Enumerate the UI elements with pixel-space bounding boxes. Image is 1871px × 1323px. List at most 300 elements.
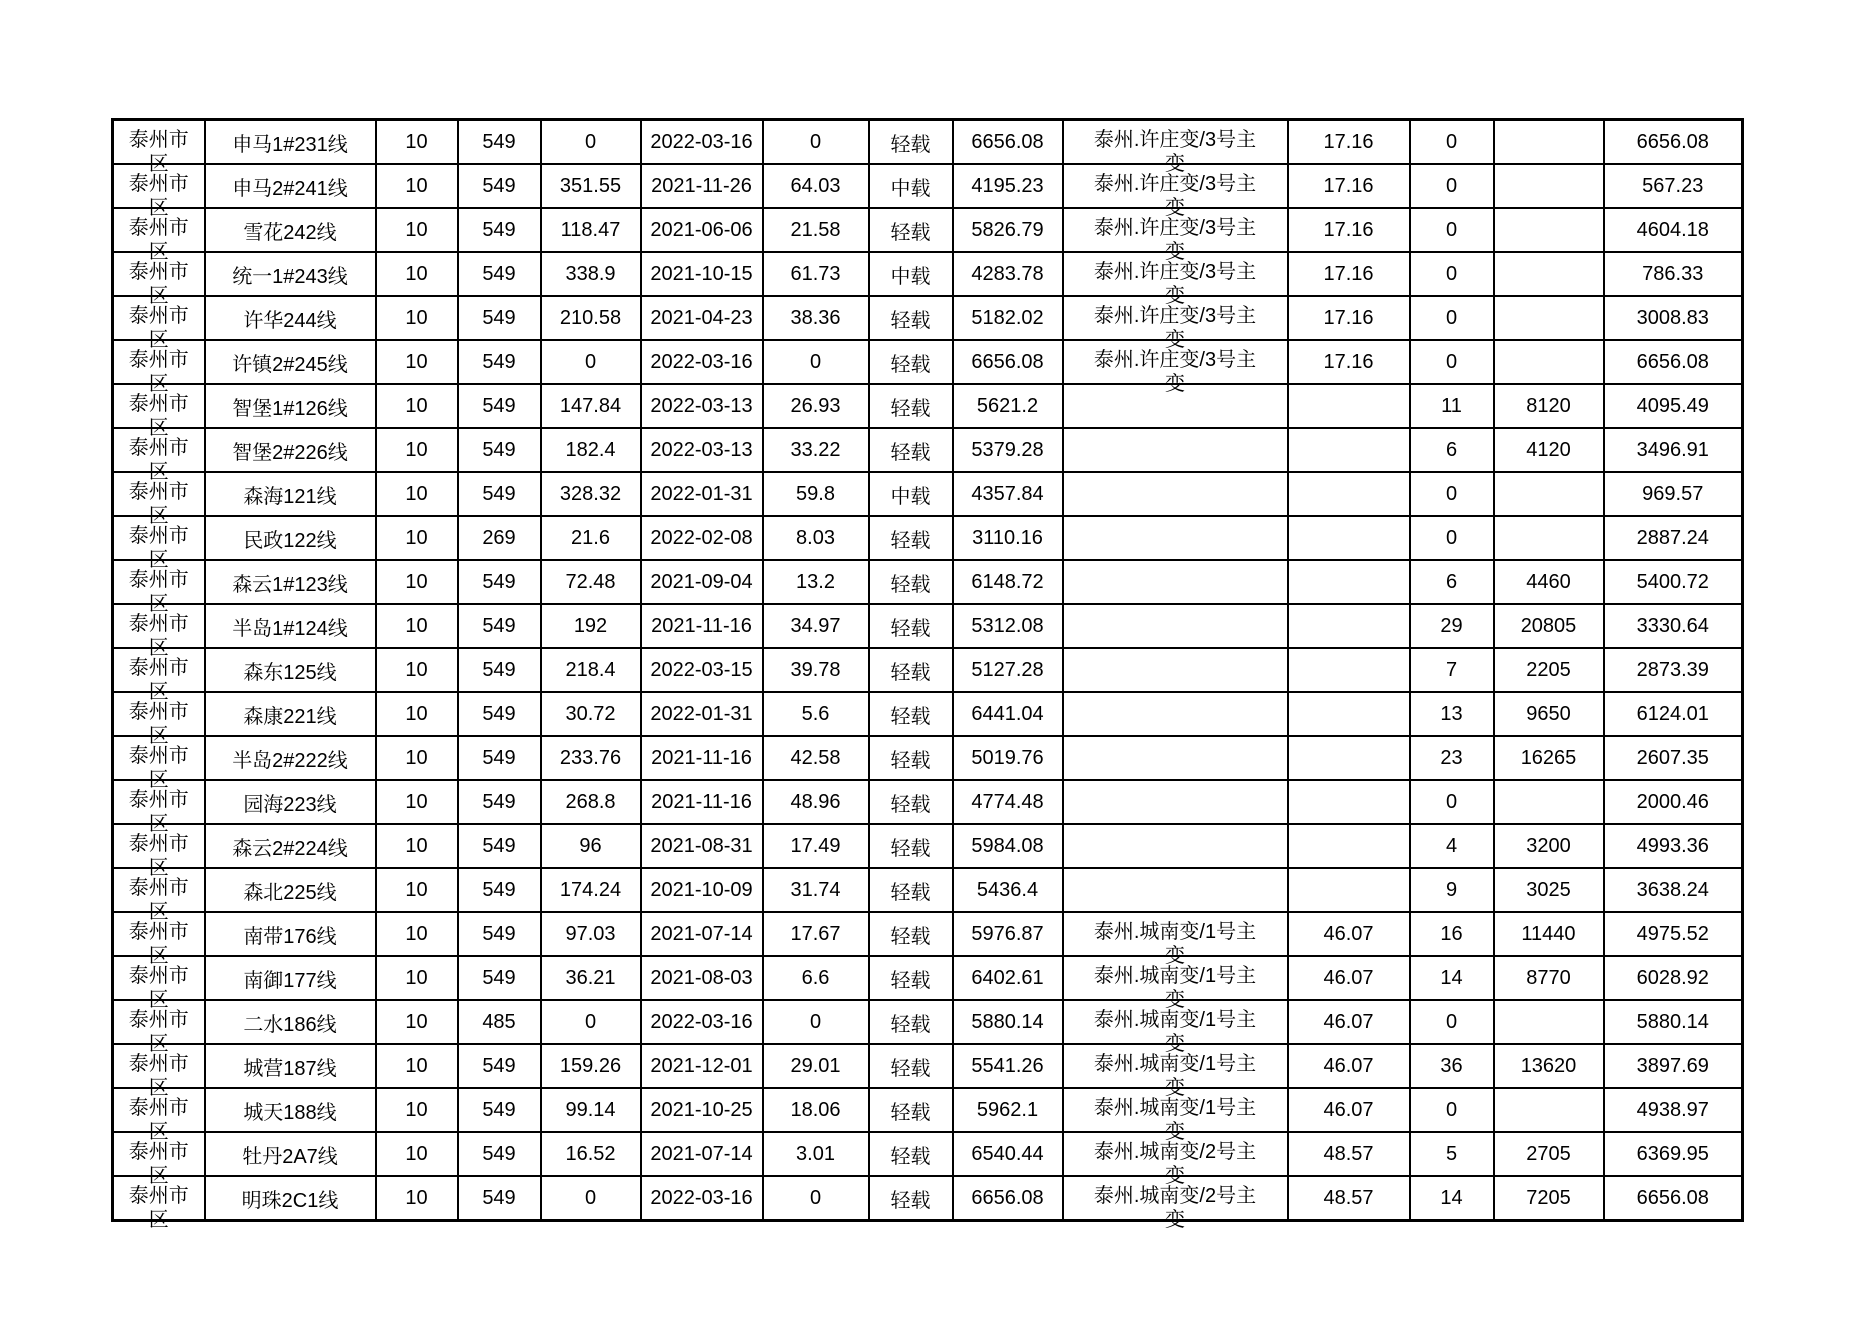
cell-substation xyxy=(1063,692,1288,736)
wrapped-text: 泰州市 区 xyxy=(128,305,189,351)
cell-value-1: 10 xyxy=(376,252,458,296)
cell-value-6 xyxy=(1288,428,1410,472)
cell-date: 2021-10-15 xyxy=(641,252,763,296)
cell-value-8: 16265 xyxy=(1494,736,1604,780)
cell-value-7: 36 xyxy=(1410,1044,1494,1088)
cell-value-6: 17.16 xyxy=(1288,120,1410,165)
cell-date: 2021-04-23 xyxy=(641,296,763,340)
wrapped-text: 泰州市 区 xyxy=(128,1141,189,1187)
cell-value-9: 6124.01 xyxy=(1604,692,1743,736)
wrapped-text: 泰州市 区 xyxy=(128,261,189,307)
cell-load-level: 轻载 xyxy=(869,296,953,340)
cell-value-1: 10 xyxy=(376,956,458,1000)
cell-value-4: 42.58 xyxy=(763,736,869,780)
cell-value-3: 147.84 xyxy=(541,384,641,428)
cell-value-1: 10 xyxy=(376,472,458,516)
wrapped-text: 泰州市 区 xyxy=(128,877,189,923)
table-row xyxy=(113,824,1743,868)
cell-value-8: 11440 xyxy=(1494,912,1604,956)
cell-value-1: 10 xyxy=(376,340,458,384)
cell-value-1: 10 xyxy=(376,692,458,736)
cell-value-4: 48.96 xyxy=(763,780,869,824)
cell-value-8: 9650 xyxy=(1494,692,1604,736)
wrapped-text: 泰州市 区 xyxy=(128,173,189,219)
table-body xyxy=(113,120,1743,1231)
cell-value-8 xyxy=(1494,1000,1604,1044)
cell-line-name: 森云1#123线 xyxy=(205,560,376,604)
cell-value-6 xyxy=(1288,692,1410,736)
cell-date: 2022-01-31 xyxy=(641,692,763,736)
cell-line-name: 园海223线 xyxy=(205,780,376,824)
cell-substation xyxy=(1063,912,1288,967)
wrapped-text: 泰州市 区 xyxy=(128,613,189,659)
cell-value-7: 0 xyxy=(1410,208,1494,252)
cell-load-level: 轻载 xyxy=(869,824,953,868)
cell-value-1: 10 xyxy=(376,1132,458,1176)
cell-load-level: 轻载 xyxy=(869,956,953,1000)
wrapped-text: 泰州.许庄变/3号主 变 xyxy=(1093,305,1257,351)
cell-value-8: 8120 xyxy=(1494,384,1604,428)
cell-value-3: 99.14 xyxy=(541,1088,641,1132)
cell-value-7: 23 xyxy=(1410,736,1494,780)
cell-value-4: 34.97 xyxy=(763,604,869,648)
cell-line-name: 森海121线 xyxy=(205,472,376,516)
cell-line-name: 森云2#224线 xyxy=(205,824,376,868)
wrapped-text: 泰州市 区 xyxy=(128,657,189,703)
cell-value-7: 0 xyxy=(1410,120,1494,165)
cell-value-3: 36.21 xyxy=(541,956,641,1000)
cell-value-1: 10 xyxy=(376,1000,458,1044)
cell-value-6: 46.07 xyxy=(1288,912,1410,956)
cell-date: 2021-06-06 xyxy=(641,208,763,252)
cell-date: 2022-03-16 xyxy=(641,1176,763,1221)
wrapped-text: 泰州市 区 xyxy=(128,701,189,747)
wrapped-text: 泰州市 区 xyxy=(128,393,189,439)
cell-value-7: 0 xyxy=(1410,164,1494,208)
cell-line-name: 申马2#241线 xyxy=(205,164,376,208)
cell-substation xyxy=(1063,604,1288,648)
cell-value-8: 2705 xyxy=(1494,1132,1604,1176)
wrapped-text: 泰州市 区 xyxy=(128,481,189,527)
cell-value-3: 268.8 xyxy=(541,780,641,824)
table-row xyxy=(113,208,1743,252)
cell-value-3: 97.03 xyxy=(541,912,641,956)
cell-line-name: 智堡2#226线 xyxy=(205,428,376,472)
cell-value-2: 549 xyxy=(458,912,541,956)
cell-value-4: 0 xyxy=(763,120,869,165)
cell-line-name: 森东125线 xyxy=(205,648,376,692)
cell-value-7: 14 xyxy=(1410,1176,1494,1221)
cell-value-5: 5984.08 xyxy=(953,824,1063,868)
cell-value-1: 10 xyxy=(376,1044,458,1088)
cell-value-5: 4774.48 xyxy=(953,780,1063,824)
cell-line-name: 智堡1#126线 xyxy=(205,384,376,428)
cell-value-6 xyxy=(1288,472,1410,516)
cell-date: 2022-03-16 xyxy=(641,340,763,384)
cell-value-1: 10 xyxy=(376,604,458,648)
cell-value-6 xyxy=(1288,736,1410,780)
wrapped-text: 泰州.城南变/1号主 变 xyxy=(1093,1097,1257,1143)
cell-load-level: 轻载 xyxy=(869,736,953,780)
cell-value-4: 17.67 xyxy=(763,912,869,956)
wrapped-text: 泰州市 区 xyxy=(128,437,189,483)
cell-value-2: 549 xyxy=(458,1044,541,1088)
cell-date: 2022-03-16 xyxy=(641,120,763,165)
cell-date: 2021-12-01 xyxy=(641,1044,763,1088)
wrapped-text: 泰州市 区 xyxy=(128,349,189,395)
cell-value-3: 233.76 xyxy=(541,736,641,780)
cell-load-level: 轻载 xyxy=(869,560,953,604)
cell-value-3: 218.4 xyxy=(541,648,641,692)
cell-value-6 xyxy=(1288,384,1410,428)
cell-value-6 xyxy=(1288,560,1410,604)
wrapped-text: 泰州市 区 xyxy=(128,217,189,263)
cell-value-2: 549 xyxy=(458,648,541,692)
cell-value-9: 6369.95 xyxy=(1604,1132,1743,1176)
cell-load-level: 轻载 xyxy=(869,1000,953,1044)
cell-value-3: 21.6 xyxy=(541,516,641,560)
cell-date: 2021-07-14 xyxy=(641,912,763,956)
cell-load-level: 中载 xyxy=(869,472,953,516)
cell-value-6: 17.16 xyxy=(1288,296,1410,340)
cell-value-5: 6148.72 xyxy=(953,560,1063,604)
cell-value-8 xyxy=(1494,780,1604,824)
cell-value-6 xyxy=(1288,824,1410,868)
table-row xyxy=(113,384,1743,428)
cell-value-5: 5541.26 xyxy=(953,1044,1063,1088)
cell-value-5: 6402.61 xyxy=(953,956,1063,1000)
cell-value-4: 38.36 xyxy=(763,296,869,340)
cell-value-4: 33.22 xyxy=(763,428,869,472)
table-row xyxy=(113,1000,1743,1044)
cell-line-name: 明珠2C1线 xyxy=(205,1176,376,1221)
table-row xyxy=(113,120,1743,165)
wrapped-text: 泰州.城南变/1号主 变 xyxy=(1093,921,1257,967)
cell-value-5: 5312.08 xyxy=(953,604,1063,648)
cell-value-1: 10 xyxy=(376,164,458,208)
cell-value-3: 174.24 xyxy=(541,868,641,912)
cell-value-1: 10 xyxy=(376,736,458,780)
cell-value-2: 549 xyxy=(458,736,541,780)
cell-value-6 xyxy=(1288,604,1410,648)
cell-value-8 xyxy=(1494,1088,1604,1132)
cell-load-level: 轻载 xyxy=(869,208,953,252)
wrapped-text: 泰州.许庄变/3号主 变 xyxy=(1093,173,1257,219)
cell-value-3: 351.55 xyxy=(541,164,641,208)
cell-value-5: 5976.87 xyxy=(953,912,1063,956)
cell-value-6: 46.07 xyxy=(1288,956,1410,1000)
cell-value-3: 328.32 xyxy=(541,472,641,516)
cell-value-5: 5019.76 xyxy=(953,736,1063,780)
cell-value-1: 10 xyxy=(376,1088,458,1132)
cell-line-name: 半岛1#124线 xyxy=(205,604,376,648)
cell-value-1: 10 xyxy=(376,428,458,472)
cell-value-5: 5962.1 xyxy=(953,1088,1063,1132)
cell-value-5: 5436.4 xyxy=(953,868,1063,912)
table-row xyxy=(113,560,1743,604)
table-row xyxy=(113,868,1743,912)
wrapped-text: 泰州.许庄变/3号主 变 xyxy=(1093,217,1257,263)
cell-value-9: 567.23 xyxy=(1604,164,1743,208)
cell-value-1: 10 xyxy=(376,1176,458,1221)
cell-value-6: 46.07 xyxy=(1288,1044,1410,1088)
cell-value-2: 549 xyxy=(458,956,541,1000)
cell-value-6: 17.16 xyxy=(1288,252,1410,296)
cell-value-3: 72.48 xyxy=(541,560,641,604)
cell-value-9: 4975.52 xyxy=(1604,912,1743,956)
cell-load-level: 轻载 xyxy=(869,516,953,560)
wrapped-text: 泰州.城南变/1号主 变 xyxy=(1093,965,1257,1011)
cell-value-8: 4460 xyxy=(1494,560,1604,604)
cell-value-4: 59.8 xyxy=(763,472,869,516)
cell-value-6: 48.57 xyxy=(1288,1176,1410,1221)
cell-date: 2021-11-16 xyxy=(641,780,763,824)
wrapped-text: 泰州市 区 xyxy=(128,1185,189,1231)
cell-value-1: 10 xyxy=(376,868,458,912)
wrapped-text: 泰州.许庄变/3号主 变 xyxy=(1093,349,1257,395)
cell-value-4: 61.73 xyxy=(763,252,869,296)
cell-value-1: 10 xyxy=(376,780,458,824)
cell-value-4: 13.2 xyxy=(763,560,869,604)
wrapped-text: 泰州.城南变/2号主 变 xyxy=(1093,1185,1257,1231)
cell-value-5: 5880.14 xyxy=(953,1000,1063,1044)
cell-value-3: 0 xyxy=(541,120,641,165)
cell-value-2: 549 xyxy=(458,560,541,604)
cell-value-7: 11 xyxy=(1410,384,1494,428)
cell-line-name: 民政122线 xyxy=(205,516,376,560)
cell-value-2: 549 xyxy=(458,340,541,384)
cell-value-7: 9 xyxy=(1410,868,1494,912)
cell-date: 2022-01-31 xyxy=(641,472,763,516)
cell-value-9: 786.33 xyxy=(1604,252,1743,296)
cell-value-6 xyxy=(1288,780,1410,824)
table-row xyxy=(113,296,1743,340)
cell-value-3: 16.52 xyxy=(541,1132,641,1176)
cell-value-2: 549 xyxy=(458,296,541,340)
cell-date: 2022-02-08 xyxy=(641,516,763,560)
wrapped-text: 泰州市 区 xyxy=(128,745,189,791)
cell-value-1: 10 xyxy=(376,208,458,252)
cell-value-1: 10 xyxy=(376,516,458,560)
cell-value-1: 10 xyxy=(376,296,458,340)
cell-value-1: 10 xyxy=(376,560,458,604)
cell-load-level: 轻载 xyxy=(869,868,953,912)
cell-value-9: 4993.36 xyxy=(1604,824,1743,868)
cell-load-level: 轻载 xyxy=(869,1088,953,1132)
cell-load-level: 中载 xyxy=(869,164,953,208)
cell-value-5: 5379.28 xyxy=(953,428,1063,472)
cell-date: 2021-11-16 xyxy=(641,736,763,780)
cell-line-name: 南带176线 xyxy=(205,912,376,956)
cell-load-level: 轻载 xyxy=(869,340,953,384)
cell-line-name: 城天188线 xyxy=(205,1088,376,1132)
table-row xyxy=(113,516,1743,560)
table-row xyxy=(113,1044,1743,1088)
cell-value-7: 5 xyxy=(1410,1132,1494,1176)
cell-value-3: 0 xyxy=(541,1000,641,1044)
cell-value-6: 17.16 xyxy=(1288,208,1410,252)
cell-substation xyxy=(1063,780,1288,824)
cell-substation xyxy=(1063,736,1288,780)
cell-value-7: 0 xyxy=(1410,1088,1494,1132)
cell-value-5: 5127.28 xyxy=(953,648,1063,692)
cell-value-8: 4120 xyxy=(1494,428,1604,472)
cell-value-4: 26.93 xyxy=(763,384,869,428)
cell-value-5: 4283.78 xyxy=(953,252,1063,296)
cell-value-3: 96 xyxy=(541,824,641,868)
cell-value-8: 13620 xyxy=(1494,1044,1604,1088)
cell-load-level: 轻载 xyxy=(869,120,953,165)
cell-load-level: 轻载 xyxy=(869,384,953,428)
cell-substation xyxy=(1063,472,1288,516)
cell-value-9: 3638.24 xyxy=(1604,868,1743,912)
cell-value-2: 549 xyxy=(458,120,541,165)
cell-value-4: 18.06 xyxy=(763,1088,869,1132)
cell-date: 2021-08-31 xyxy=(641,824,763,868)
table-row xyxy=(113,1132,1743,1176)
cell-value-2: 549 xyxy=(458,604,541,648)
cell-value-7: 0 xyxy=(1410,516,1494,560)
cell-value-2: 269 xyxy=(458,516,541,560)
cell-value-4: 29.01 xyxy=(763,1044,869,1088)
cell-line-name: 二水186线 xyxy=(205,1000,376,1044)
table-row xyxy=(113,956,1743,1000)
cell-value-2: 549 xyxy=(458,1088,541,1132)
wrapped-text: 泰州市 区 xyxy=(128,1053,189,1099)
cell-value-8 xyxy=(1494,296,1604,340)
cell-city xyxy=(113,120,205,175)
cell-value-9: 2000.46 xyxy=(1604,780,1743,824)
cell-value-3: 0 xyxy=(541,340,641,384)
cell-value-9: 969.57 xyxy=(1604,472,1743,516)
cell-value-5: 6656.08 xyxy=(953,340,1063,384)
wrapped-text: 泰州市 区 xyxy=(128,921,189,967)
cell-load-level: 轻载 xyxy=(869,648,953,692)
cell-value-4: 64.03 xyxy=(763,164,869,208)
table-row xyxy=(113,780,1743,824)
cell-value-9: 2887.24 xyxy=(1604,516,1743,560)
cell-line-name: 南御177线 xyxy=(205,956,376,1000)
cell-value-8: 7205 xyxy=(1494,1176,1604,1221)
table-row xyxy=(113,1088,1743,1132)
table-row xyxy=(113,912,1743,956)
cell-value-8: 8770 xyxy=(1494,956,1604,1000)
wrapped-text: 泰州市 区 xyxy=(128,833,189,879)
wrapped-text: 泰州市 区 xyxy=(128,789,189,835)
cell-date: 2021-07-14 xyxy=(641,1132,763,1176)
cell-value-2: 549 xyxy=(458,384,541,428)
cell-value-5: 6656.08 xyxy=(953,120,1063,165)
cell-value-8 xyxy=(1494,340,1604,384)
cell-value-9: 6028.92 xyxy=(1604,956,1743,1000)
cell-value-8 xyxy=(1494,252,1604,296)
cell-value-9: 3897.69 xyxy=(1604,1044,1743,1088)
table-row xyxy=(113,340,1743,384)
cell-line-name: 森北225线 xyxy=(205,868,376,912)
cell-value-4: 0 xyxy=(763,340,869,384)
cell-value-9: 6656.08 xyxy=(1604,120,1743,165)
cell-load-level: 轻载 xyxy=(869,1132,953,1176)
cell-value-1: 10 xyxy=(376,824,458,868)
cell-value-5: 4357.84 xyxy=(953,472,1063,516)
cell-date: 2021-09-04 xyxy=(641,560,763,604)
cell-substation xyxy=(1063,648,1288,692)
cell-value-4: 5.6 xyxy=(763,692,869,736)
cell-line-name: 半岛2#222线 xyxy=(205,736,376,780)
cell-value-7: 14 xyxy=(1410,956,1494,1000)
cell-value-9: 5880.14 xyxy=(1604,1000,1743,1044)
table-row xyxy=(113,692,1743,736)
wrapped-text: 泰州市 区 xyxy=(128,569,189,615)
cell-value-9: 3008.83 xyxy=(1604,296,1743,340)
cell-date: 2021-08-03 xyxy=(641,956,763,1000)
cell-line-name: 森康221线 xyxy=(205,692,376,736)
cell-value-6: 48.57 xyxy=(1288,1132,1410,1176)
cell-load-level: 轻载 xyxy=(869,1176,953,1221)
cell-value-7: 0 xyxy=(1410,252,1494,296)
cell-value-9: 6656.08 xyxy=(1604,1176,1743,1221)
cell-substation xyxy=(1063,824,1288,868)
wrapped-text: 泰州市 区 xyxy=(128,1097,189,1143)
cell-date: 2022-03-13 xyxy=(641,384,763,428)
cell-value-7: 4 xyxy=(1410,824,1494,868)
cell-value-8: 2205 xyxy=(1494,648,1604,692)
cell-value-1: 10 xyxy=(376,384,458,428)
cell-value-1: 10 xyxy=(376,912,458,956)
cell-value-8 xyxy=(1494,208,1604,252)
cell-value-8: 20805 xyxy=(1494,604,1604,648)
cell-value-4: 0 xyxy=(763,1176,869,1221)
cell-value-8 xyxy=(1494,516,1604,560)
cell-value-8: 3200 xyxy=(1494,824,1604,868)
cell-value-7: 0 xyxy=(1410,780,1494,824)
cell-value-3: 192 xyxy=(541,604,641,648)
cell-value-8 xyxy=(1494,472,1604,516)
cell-value-4: 39.78 xyxy=(763,648,869,692)
cell-date: 2021-10-09 xyxy=(641,868,763,912)
cell-value-4: 6.6 xyxy=(763,956,869,1000)
table-row xyxy=(113,1176,1743,1221)
cell-value-4: 31.74 xyxy=(763,868,869,912)
cell-load-level: 轻载 xyxy=(869,912,953,956)
cell-load-level: 轻载 xyxy=(869,780,953,824)
cell-value-4: 3.01 xyxy=(763,1132,869,1176)
cell-value-6 xyxy=(1288,648,1410,692)
cell-value-9: 3496.91 xyxy=(1604,428,1743,472)
cell-value-7: 7 xyxy=(1410,648,1494,692)
cell-line-name: 许镇2#245线 xyxy=(205,340,376,384)
cell-value-6: 17.16 xyxy=(1288,340,1410,384)
cell-value-4: 21.58 xyxy=(763,208,869,252)
cell-value-6: 17.16 xyxy=(1288,164,1410,208)
cell-date: 2022-03-13 xyxy=(641,428,763,472)
cell-value-5: 6656.08 xyxy=(953,1176,1063,1221)
cell-value-2: 549 xyxy=(458,780,541,824)
cell-value-2: 549 xyxy=(458,252,541,296)
power-line-load-table xyxy=(111,118,1744,1231)
cell-value-3: 210.58 xyxy=(541,296,641,340)
cell-value-2: 549 xyxy=(458,1176,541,1221)
cell-value-3: 30.72 xyxy=(541,692,641,736)
cell-value-2: 549 xyxy=(458,1132,541,1176)
cell-load-level: 轻载 xyxy=(869,692,953,736)
cell-value-3: 0 xyxy=(541,1176,641,1221)
cell-value-5: 5826.79 xyxy=(953,208,1063,252)
cell-value-3: 118.47 xyxy=(541,208,641,252)
cell-value-5: 5621.2 xyxy=(953,384,1063,428)
cell-substation xyxy=(1063,120,1288,175)
cell-value-9: 3330.64 xyxy=(1604,604,1743,648)
